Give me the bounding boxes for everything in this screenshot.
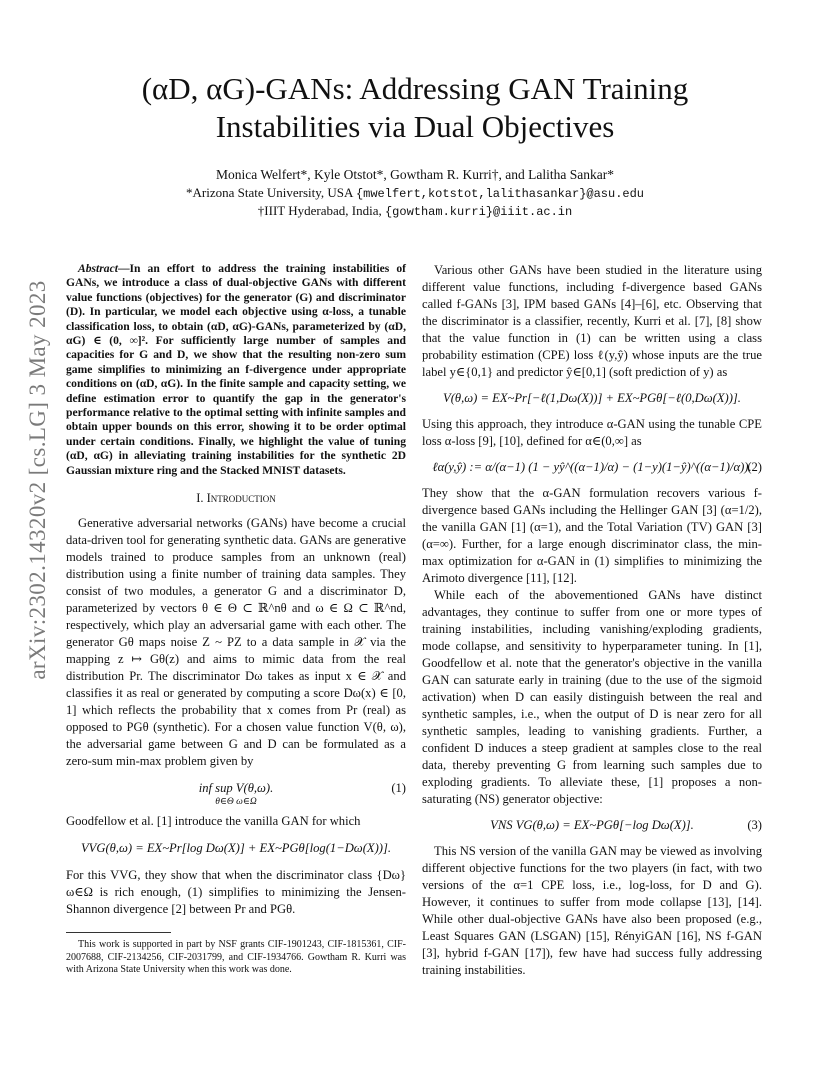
right-paragraph-5: This NS version of the vanilla GAN may be viewed as involving different objective functions for the two players (in fact, with two versions of the α=1 CPE loss, i.e., log-loss, for D and G). However, it continues to suffer from mode collapse [13], [14]. While other dual-objective GANs have also been proposed (e.g., Least Squares GAN (LSGAN) [15], RényiGAN [16], NS f-GAN [3], hybrid f-GAN [17]), few have had success fully addressing training instabilities.: [422, 844, 762, 977]
affiliation-iiit: [70, 202, 760, 221]
footnote-funding: This work is supported in part by NSF grants CIF-1901243, CIF-1815361, CIF-2007688, CIF-2134256, CIF-2031799, and CIF-1934766. Gowtham R. Kurri was with Arizona State University when this work was done.: [66, 939, 406, 975]
affiliation-asu: [70, 184, 760, 203]
right-paragraph-4: While each of the abovementioned GANs have distinct advantages, they continue to suffer from one or more types of training instabilities, including vanishing/exploding gradients, mode collapse, and sensitivity to hyperparameter tuning. In [1], Goodfellow et al. note that the generator's objective in the vanilla GAN can saturate early in training (due to the use of the sigmoid activation) when D can easily distinguish between the real and synthetic samples, i.e., when the output of D is near zero for all synthetic samples, leading to vanishing gradients. Further, a confident D induces a steep gradient at samples close to the real data, thereby preventing G from learning such samples due to exploding gradients. To alleviate these, [1] proposes a non-saturating (NS) generator objective:: [422, 588, 762, 806]
title-line-2: Instabilities via Dual Objectives: [215, 109, 615, 144]
arxiv-identifier: arXiv:2302.14320v2 [cs.LG] 3 May 2023: [25, 280, 50, 680]
equation-2-body: ℓα(y,ŷ) := α/(α−1) (1 − yŷ^((α−1)/α) − (1−y)(1−ŷ)^((α−1)/α)).: [432, 460, 752, 474]
intro-paragraph-1: Generative adversarial networks (GANs) have become a crucial data-driven tool for generating synthetic data. GANs are generative models trained to produce samples from an unknown (real) distribution using a finite number of training data samples. They consist of two modules, a generator G and a discriminator D, parameterized by vectors θ ∈ Θ ⊂ ℝ^nθ and ω ∈ Ω ⊂ ℝ^nd, respectively, which play an adversarial game with each other. The generator Gθ maps noise Z ~ PZ to a data sample in 𝒳 via the mapping z ↦ Gθ(z) and aims to mimic data from the real distribution Pr. The discriminator Dω takes as input x ∈ 𝒳 and classifies it as real or generated by computing a score Dω(x) ∈ [0, 1] which reflects the probability that x comes from Pr (real) as opposed to PGθ (synthetic). For a chosen value function V(θ, ω), the adversarial game between G and D can be formulated as a zero-sum min-max problem given by: [66, 516, 406, 769]
intro-paragraph-3: For this VVG, they show that when the discriminator class {Dω}ω∈Ω is rich enough, (1) simplifies to minimizing the Jensen-Shannon divergence [2] between Pr and PGθ.: [66, 868, 406, 917]
email-iiit[interactable]: {gowtham.kurri}@iiit.ac.in: [384, 205, 573, 219]
right-column: [422, 262, 762, 979]
affiliation-asu-text: *Arizona State University, USA: [186, 185, 356, 200]
abstract: [66, 262, 406, 478]
arxiv-sidebar: [18, 270, 58, 690]
right-paragraph-3: They show that the α-GAN formulation recovers various f-divergence based GANs including the Hellinger GAN [3] (α=1/2), the vanilla GAN [1] (α=1), and the Total Variation (TV) GAN [3] (α=∞). Further, for a large enough discriminator class, the min-max optimization for α-GAN in (1) simplifies to minimizing the Arimoto divergence [11], [12].: [422, 486, 762, 585]
paper-title: [70, 70, 760, 146]
equation-vanilla-gan: VVG(θ,ω) = EX~Pr[log Dω(X)] + EX~PGθ[log(1−Dω(X))].: [80, 841, 392, 856]
title-line-1: (αD, αG)-GANs: Addressing GAN Training: [141, 71, 689, 106]
equation-2: [422, 459, 762, 476]
equation-3-body: VNS VG(θ,ω) = EX~PGθ[−log Dω(X)].: [490, 818, 694, 832]
equation-3-number: (3): [747, 818, 762, 832]
footnote-divider: [66, 932, 171, 933]
intro-paragraph-2: Goodfellow et al. [1] introduce the vanilla GAN for which: [66, 814, 361, 829]
equation-1: [66, 780, 406, 807]
email-asu[interactable]: {mwelfert,kotstot,lalithasankar}@asu.edu: [355, 187, 644, 201]
equation-1-subscript: θ∈Θ ω∈Ω: [215, 797, 257, 808]
equation-2-number: (2): [747, 460, 762, 474]
right-paragraph-1: Various other GANs have been studied in the literature using different value functions, including f-divergence based GANs called f-GANs [3], IPM based GANs [4]–[6], etc. Observing that the discriminator is a classifier, recently, Kurri et al. [7], [8] show that the value function in (1) can be written using a class probability estimation (CPE) loss ℓ(y,ŷ) whose inputs are the true label y∈{0,1} and predictor ŷ∈[0,1] (soft prediction of y) as: [422, 263, 762, 379]
section-heading-introduction: I. Introduction: [196, 491, 276, 506]
equation-3: [422, 817, 762, 834]
abstract-label: Abstract: [78, 262, 118, 275]
equation-1-body: inf sup V(θ,ω).: [198, 781, 274, 796]
equation-value-function: V(θ,ω) = EX~Pr[−ℓ(1,Dω(X))] + EX~PGθ[−ℓ(0,Dω(X))].: [443, 391, 741, 405]
author-list: Monica Welfert*, Kyle Otstot*, Gowtham R. Kurri†, and Lalitha Sankar*: [216, 167, 614, 182]
affiliation-iiit-text: †IIIT Hyderabad, India,: [257, 203, 385, 218]
right-paragraph-2: Using this approach, they introduce α-GAN using the tunable CPE loss α-loss [9], [10], defined for α∈(0,∞] as: [422, 417, 762, 448]
left-column: [66, 262, 406, 976]
equation-1-number: (1): [391, 781, 406, 796]
abstract-text: —In an effort to address the training instabilities of GANs, we introduce a class of dual-objective GANs with different value functions (objectives) for the generator (G) and discriminator (D). In particular, we model each objective using α-loss, a tunable classification loss, to obtain (αD, αG)-GANs, parameterized by (αD, αG) ∈ (0, ∞]². For sufficiently large number of samples and capacities for G and D, we show that the resulting non-zero sum game simplifies to minimizing an f-divergence under appropriate conditions on (αD, αG). In the finite sample and capacity setting, we define estimation error to quantify the gap in the generator's performance relative to the optimal setting with infinite samples and obtain upper bounds on this error, showing it to be order optimal under certain conditions. Finally, we highlight the value of tuning (αD, αG) in alleviating training instabilities for the synthetic 2D Gaussian mixture ring and the Stacked MNIST datasets.: [66, 262, 406, 477]
